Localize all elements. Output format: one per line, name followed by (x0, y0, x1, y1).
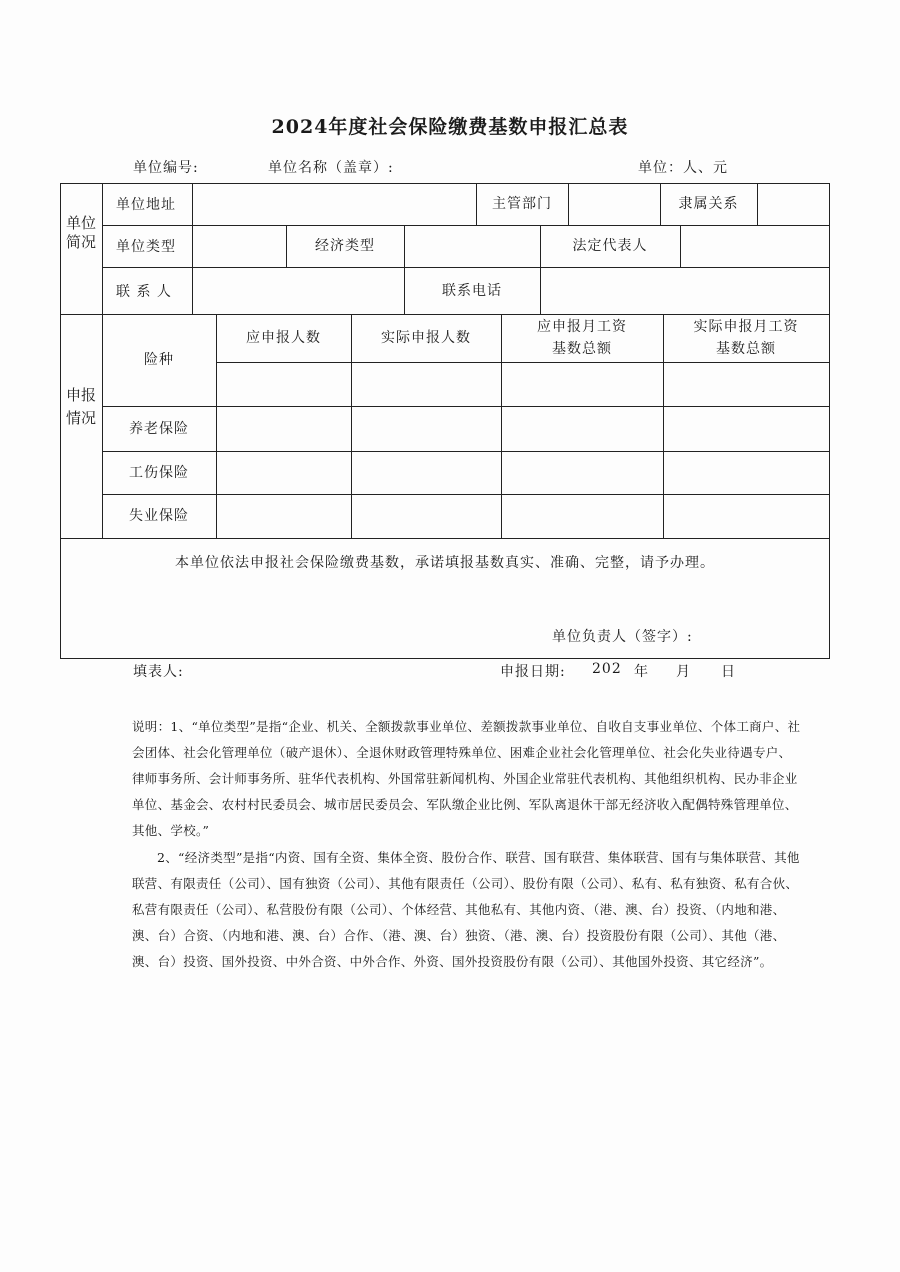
col-insurance-type: 险种 (144, 352, 174, 368)
department-field[interactable] (568, 183, 660, 225)
legal-rep-label: 法定代表人 (572, 238, 648, 254)
row-pension-label: 养老保险 (129, 420, 189, 437)
affiliation-label: 隶属关系 (678, 196, 739, 212)
date-label: 申报日期: (500, 664, 566, 680)
legal-rep-field[interactable] (680, 225, 829, 267)
date-month-char: 月 (676, 664, 691, 680)
contact-field[interactable] (192, 267, 404, 314)
unit-name-label: 单位名称（盖章）: (268, 160, 394, 176)
contact-label: 联 系 人 (116, 283, 172, 300)
unit-type-label: 单位类型 (116, 239, 176, 255)
department-label: 主管部门 (492, 196, 552, 212)
statement-text: 本单位依法申报社会保险缴费基数，承诺填报基数真实、准确、完整，请予办理。 (175, 555, 715, 571)
col-declare-count: 应申报人数 (246, 330, 321, 346)
address-label: 单位地址 (116, 197, 176, 213)
notes (132, 714, 802, 975)
col-actual-wage: 实际申报月工资基数总额 (693, 319, 799, 357)
unit-code-label: 单位编号: (133, 160, 199, 176)
signature-label: 单位负责人（签字）: (552, 629, 693, 645)
row-unemployment-label: 失业保险 (129, 508, 189, 524)
address-field[interactable] (192, 183, 476, 225)
unit-type-field[interactable] (192, 225, 286, 267)
phone-field[interactable] (540, 267, 829, 314)
date-day-char: 日 (721, 664, 736, 680)
note-unit-type: 说明：1、“单位类型”是指“企业、机关、全额拨款事业单位、差额拨款事业单位、自收自支事业单位、个体工商户、社会团体、社会化管理单位（破产退休）、全退休财政管理特殊单位、困难企业社会化管理单位、社会化失业待遇专户、律师事务所、会计师事务所、驻华代表机构、外国常驻新闻机构、外国企业常驻代表机构、其他组织机构、民办非企业单位、基金会、农村村民委员会、城市居民委员会、军队缴企业比例、军队离退休干部无经济收入配偶特殊管理单位、其他、学校。” (132, 719, 801, 838)
row-injury-label: 工伤保险 (129, 464, 189, 481)
date-year: 202 (592, 661, 622, 677)
affiliation-field[interactable] (757, 183, 829, 225)
section-declaration-label: 申报情况 (66, 386, 97, 427)
date-year-char: 年 (634, 664, 649, 680)
note-economic-type: 2、“经济类型”是指“内资、国有全资、集体全资、股份合作、联营、国有联营、集体联营、国有与集体联营、其他联营、有限责任（公司）、国有独资（公司）、其他有限责任（公司）、股份有限（公司）、私有、私有独资、私有合伙、私营有限责任（公司）、私营股份有限（公司）、个体经营、其他私有、其他内资、（港、澳、台）投资、（内地和港、澳、台）合资、（内地和港、澳、台）合作、（港、澳、台）独资、（港、澳、台）投资股份有限（公司）、其他（港、澳、台）投资、国外投资、中外合资、中外合作、外资、国外投资股份有限（公司）、其他国外投资、其它经济”。 (132, 850, 800, 969)
page-title: 2024年度社会保险缴费基数申报汇总表 (271, 116, 629, 138)
phone-label: 联系电话 (442, 282, 502, 299)
col-declare-wage: 应申报月工资基数总额 (537, 319, 627, 357)
economic-type-label: 经济类型 (315, 238, 375, 254)
unit-label: 单位：人、元 (638, 160, 728, 176)
section-unit-overview-label: 单位简况 (66, 214, 97, 251)
col-actual-count: 实际申报人数 (381, 330, 471, 346)
economic-type-field[interactable] (404, 225, 540, 267)
filler-label: 填表人: (133, 664, 184, 680)
